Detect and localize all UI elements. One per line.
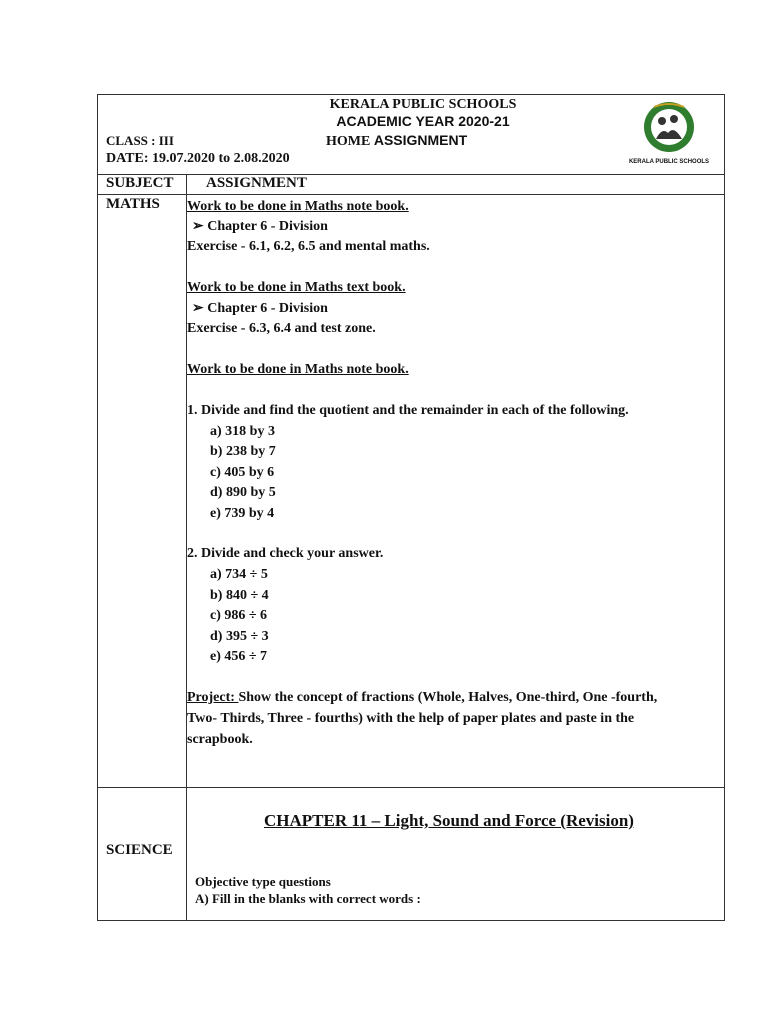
- fill-blanks-instruction: A) Fill in the blanks with correct words :: [195, 891, 421, 906]
- arrow-bullet-icon: ➢: [192, 219, 204, 234]
- home-assignment-title: [326, 132, 467, 150]
- logo-figure-head-2: [670, 115, 678, 123]
- q2-item: a) 734 ÷ 5: [210, 567, 268, 582]
- logo-figure-head-1: [658, 117, 666, 125]
- arrow-bullet-icon: ➢: [192, 301, 204, 316]
- science-chapter-title: CHAPTER 11 – Light, Sound and Force (Revision): [264, 811, 634, 830]
- project-line-1: [187, 689, 657, 706]
- school-name: KERALA PUBLIC SCHOOLS: [329, 97, 517, 112]
- school-logo: [628, 99, 710, 167]
- project-text: Show the concept of fractions (Whole, Halves, One-third, One -fourth,: [238, 690, 658, 705]
- project-label: Project:: [187, 690, 239, 705]
- chapter-item: [192, 300, 328, 317]
- chapter-text: Chapter 6 - Division: [207, 301, 328, 316]
- exercise-line: Exercise - 6.1, 6.2, 6.5 and mental maths.: [187, 239, 430, 254]
- q2-item: d) 395 ÷ 3: [210, 629, 269, 644]
- subject-column-header: SUBJECT: [106, 175, 174, 191]
- q1-item: c) 405 by 6: [210, 465, 275, 480]
- question-1: 1. Divide and find the quotient and the remainder in each of the following.: [187, 403, 629, 418]
- assignment-column-header: ASSIGNMENT: [206, 175, 307, 191]
- q1-item: e) 739 by 4: [210, 506, 275, 521]
- objective-heading: Objective type questions: [195, 874, 331, 889]
- assignment-word: ASSIGNMENT: [373, 132, 468, 148]
- maths-science-divider: [98, 787, 724, 788]
- maths-note-book-heading: Work to be done in Maths note book.: [187, 199, 409, 214]
- academic-year: ACADEMIC YEAR 2020-21: [336, 113, 510, 129]
- assignment-sheet: [97, 94, 725, 921]
- home-word: HOME: [326, 134, 371, 149]
- q2-item: e) 456 ÷ 7: [210, 649, 268, 664]
- class-label: CLASS : III: [106, 133, 174, 148]
- logo-inner: [651, 109, 687, 145]
- project-line-3: scrapbook.: [187, 732, 253, 747]
- logo-caption: KERALA PUBLIC SCHOOLS: [628, 159, 710, 165]
- chapter-item: [192, 218, 328, 235]
- project-line-2: Two- Thirds, Three - fourths) with the help of paper plates and paste in the: [187, 711, 635, 726]
- q2-item: c) 986 ÷ 6: [210, 608, 268, 623]
- exercise-line: Exercise - 6.3, 6.4 and test zone.: [187, 321, 376, 336]
- q1-item: d) 890 by 5: [210, 485, 276, 500]
- q2-item: b) 840 ÷ 4: [210, 588, 269, 603]
- header-divider: [98, 174, 724, 175]
- q1-item: b) 238 by 7: [210, 444, 276, 459]
- date-label: DATE: 19.07.2020 to 2.08.2020: [106, 151, 290, 166]
- maths-note-book-heading: Work to be done in Maths note book.: [187, 362, 409, 377]
- column-head-divider: [98, 194, 724, 195]
- question-2: 2. Divide and check your answer.: [187, 546, 384, 561]
- subject-science: SCIENCE: [106, 842, 173, 858]
- maths-text-book-heading: Work to be done in Maths text book.: [187, 280, 406, 295]
- chapter-text: Chapter 6 - Division: [207, 219, 328, 234]
- subject-maths: MATHS: [106, 196, 160, 212]
- q1-item: a) 318 by 3: [210, 424, 275, 439]
